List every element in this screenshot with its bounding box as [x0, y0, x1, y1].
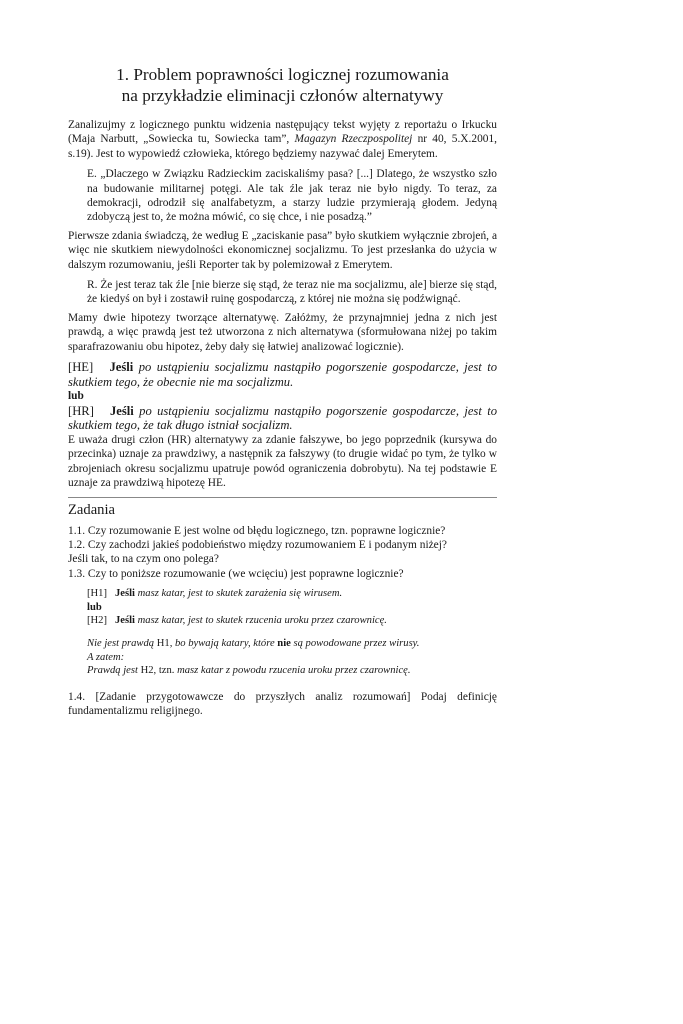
quote-emeryt: E. „Dlaczego w Związku Radzieckim zaciskaliśmy pasa? [...] Dlatego, że wszystko szło na budowanie militarnej potęgi. Ale tak źle jak teraz nie było nigdy. To teraz, za demokracji, odrodził się analfabetyzm, a starzy ludzie przymierają głodem. Jedyną zdobyczą jest to, że można mówić, co się chce, i nie posadzą.”: [87, 168, 497, 224]
magazine-title: Magazyn Rzeczpospolitej: [294, 133, 413, 146]
hypothesis-h1-jesli: Jeśli: [114, 588, 135, 600]
paragraph-2: Pierwsze zdania świadczą, że według E „zaciskanie pasa” było skutkiem wyłącznie zbrojeń, a więc nie skutkiem niewydolności ekonomicznej socjalizmu. To jest przesłanka do użycia w dalszym rozumowaniu, jeśli Reporter tak by polemizował z Emerytem.: [68, 229, 497, 271]
task-1-3: 1.3. Czy to poniższe rozumowanie (we wcięciu) jest poprawne logicznie?: [68, 567, 404, 580]
task-1-3-example: [87, 587, 497, 678]
reasoning-1a: Nie jest prawdą: [87, 637, 157, 649]
section-title-line-1: 1. Problem poprawności logicznej rozumowania: [116, 65, 449, 84]
hypothesis-h2-text: masz katar, jest to skutek rzucenia uroku przez czarownicę.: [134, 615, 387, 627]
paragraph-3: Mamy dwie hipotezy tworzące alternatywę. Załóżmy, że przynajmniej jedna z nich jest prawdą, a więc prawdą jest też utworzona z nich alternatywa (sformułowana niżej po takim sparafrazowaniu obu hipotez, żeby dały się łatwiej analizować logicznie).: [68, 311, 497, 353]
reasoning-1c: , bo bywają katary, które: [169, 637, 278, 649]
paragraph-4: E uważa drugi człon (HR) alternatywy za zdanie fałszywe, bo jego poprzednik (kursywa do przecinka) uznaje za prawdziwy, a następnik za fałszywy (to drugie widać po tym, że tylko w zbrojeniach okresu socjalizmu upatruje powód ograniczenia dobrobytu). Na tej podstawie E uznaje za prawdziwą hipotezę HE.: [68, 433, 497, 490]
hypothesis-hr: [68, 404, 497, 433]
intro-paragraph: [68, 118, 497, 161]
hypothesis-he-text: po ustąpieniu socjalizmu nastąpiło pogorszenie gospodarcze, jest to skutkiem tego, że obecnie nie ma socjalizmu.: [68, 360, 497, 389]
page: [68, 64, 497, 719]
hypothesis-h2-tag: [H2]: [87, 615, 108, 627]
reasoning-2: A zatem:: [87, 651, 125, 663]
hypothesis-he: [68, 360, 497, 389]
reasoning-3d: masz katar z powodu rzucenia uroku przez czarownicę.: [177, 665, 411, 677]
hypothesis-h2-jesli: Jeśli: [114, 615, 135, 627]
reasoning-1e: są powodowane przez wirusy.: [290, 637, 420, 649]
section-title: [68, 64, 497, 106]
lub-1: lub: [68, 390, 84, 403]
reasoning-3b: H2: [140, 665, 154, 677]
reasoning-3a: Prawdą jest: [87, 665, 141, 677]
hypothesis-h1-text: masz katar, jest to skutek zarażenia się wirusem.: [134, 588, 343, 600]
reasoning-line-1: [87, 637, 497, 651]
task-1-2-cont: Jeśli tak, to na czym ono polega?: [68, 553, 219, 566]
hypothesis-hr-jesli: Jeśli: [109, 403, 134, 418]
reasoning-1d: nie: [277, 637, 291, 649]
hypothesis-he-jesli: Jeśli: [109, 360, 134, 375]
hypothesis-h1-tag: [H1]: [87, 588, 108, 600]
hypothesis-hr-tag: [HR]: [68, 403, 94, 418]
hypothesis-hr-text: po ustąpieniu socjalizmu nastąpiło pogorszenie gospodarcze, jest to skutkiem tego, że tak długo istniał socjalizm.: [68, 403, 497, 433]
hypothesis-h2: [87, 614, 497, 628]
example-reasoning: [87, 637, 497, 678]
lub-connector-2: [87, 601, 497, 615]
task-1-2: 1.2. Czy zachodzi jakieś podobieństwo między rozumowaniem E i podanym niżej?: [68, 538, 447, 551]
hypothesis-h1: [87, 587, 497, 601]
reasoning-3c: , tzn.: [153, 665, 178, 677]
task-1-1: 1.1. Czy rozumowanie E jest wolne od błędu logicznego, tzn. poprawne logicznie?: [68, 524, 446, 537]
lub-2: lub: [87, 601, 102, 613]
hypothesis-he-tag: [HE]: [68, 360, 94, 375]
intro-text: Zanalizujmy z logicznego punktu widzenia następujący tekst wyjęty z reportażu o Irkucku (Maja Narbutt, „Sowiecka tu, Sowiecka tam”,: [68, 119, 497, 146]
quote-reporter: R. Że jest teraz tak źle [nie bierze się stąd, że teraz nie ma socjalizmu, ale] bierze się stąd, że kiedyś on był i zostawił ruinę gospodarczą, z której nie można się podźwignąć.: [87, 279, 497, 306]
reasoning-line-2: [87, 651, 497, 665]
reasoning-line-3: [87, 664, 497, 678]
reasoning-1b: H1: [156, 637, 170, 649]
task-1-4: 1.4. [Zadanie przygotowawcze do przyszłych analiz rozumowań] Podaj definicję fundamentalizmu religijnego.: [68, 690, 497, 718]
section-divider: [68, 497, 497, 498]
section-title-line-2: na przykładzie eliminacji członów alternatywy: [121, 86, 444, 105]
lub-connector-1: [68, 389, 497, 403]
intro-text-end: nr 40, 5.X.2001, s.19). Jest to wypowiedź człowieka, którego będziemy nazywać dalej Emerytem.: [68, 133, 497, 160]
zadania-heading: Zadania: [68, 501, 115, 518]
